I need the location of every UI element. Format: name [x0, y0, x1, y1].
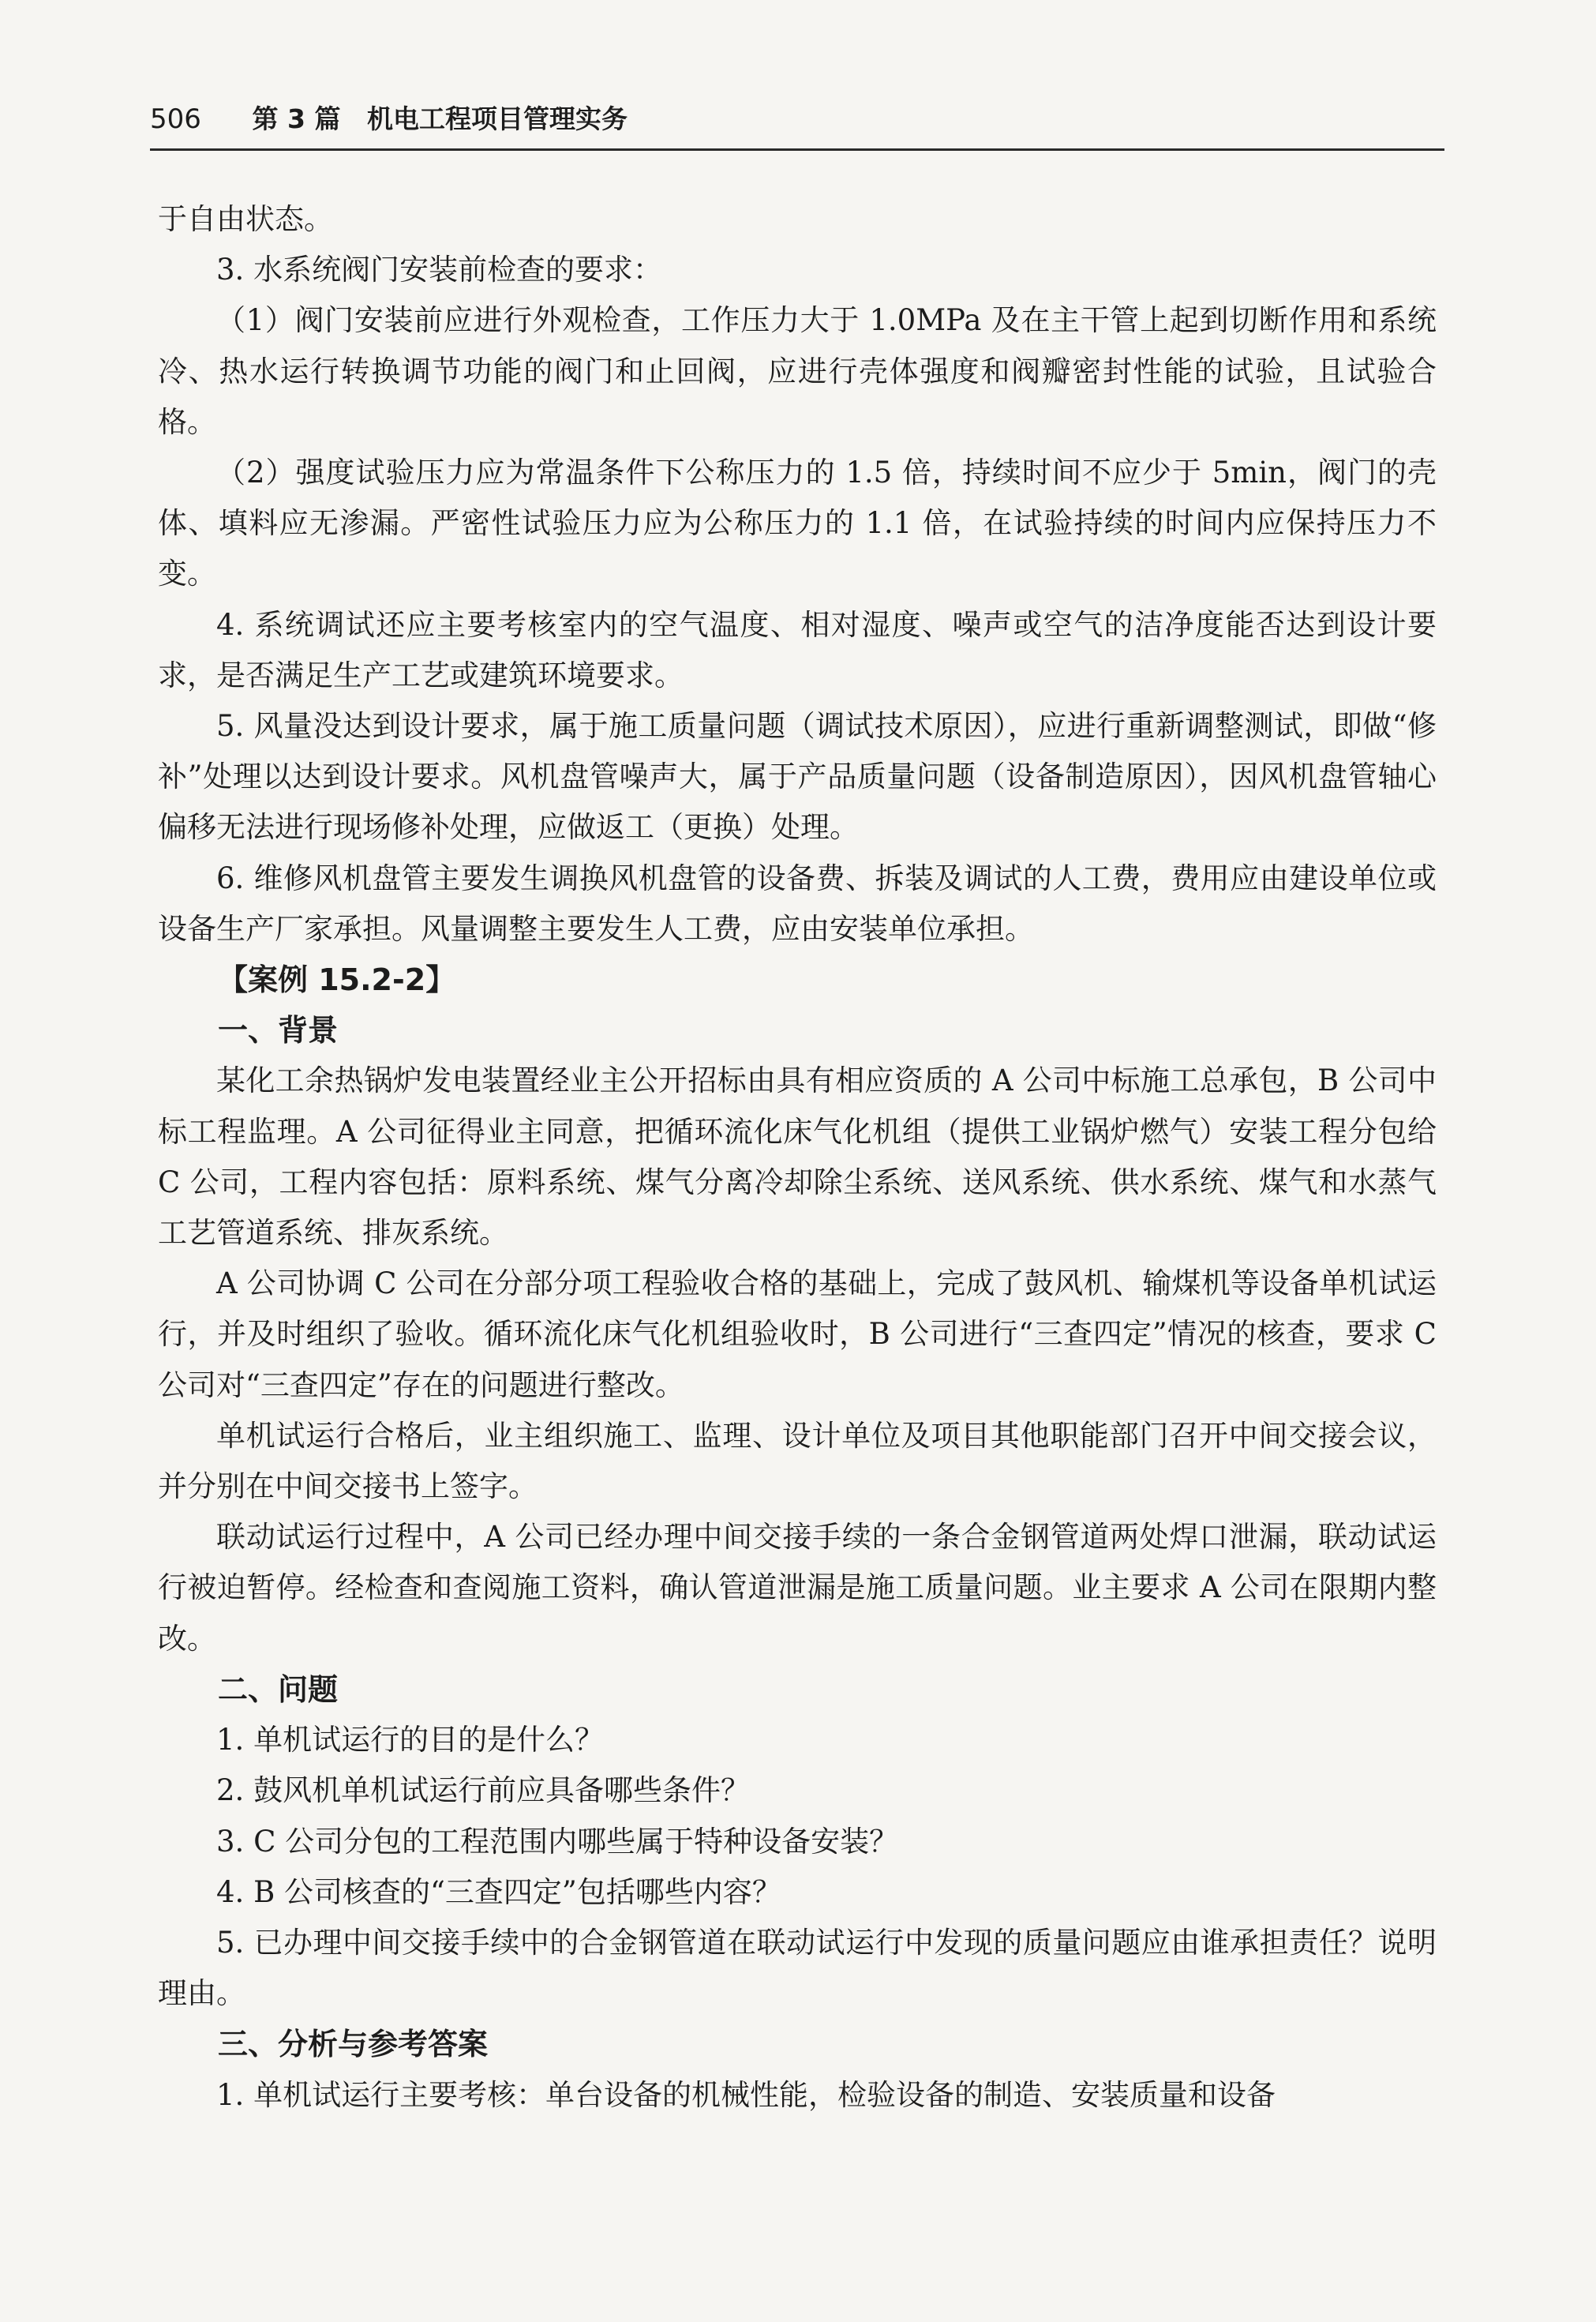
- background-paragraph-4: 联动试运行过程中，A 公司已经办理中间交接手续的一条合金钢管道两处焊口泄漏，联动试运行被迫暂停。经检查和查阅施工资料，确认管道泄漏是施工质量问题。业主要求 A 公司在限期内整改。: [158, 1520, 1437, 1656]
- answer-1: 1. 单机试运行主要考核：单台设备的机械性能，检验设备的制造、安装质量和设备: [216, 2077, 1276, 2112]
- question-5: 5. 已办理中间交接手续中的合金钢管道在联动试运行中发现的质量问题应由谁承担责任？说明理由。: [158, 1925, 1437, 2011]
- chapter-title: 机电工程项目管理实务: [366, 103, 628, 134]
- paragraph-item-3: 3. 水系统阀门安装前检查的要求：: [216, 253, 663, 287]
- question-2: 2. 鼓风机单机试运行前应具备哪些条件？: [216, 1773, 751, 1808]
- question-1: 1. 单机试运行的目的是什么？: [216, 1723, 605, 1757]
- page-header: [150, 99, 1444, 151]
- question-3: 3. C 公司分包的工程范围内哪些属于特种设备安装？: [216, 1824, 899, 1859]
- background-paragraph-2: A 公司协调 C 公司在分部分项工程验收合格的基础上，完成了鼓风机、输煤机等设备单机试运行，并及时组织了验收。循环流化床气化机组验收时，B 公司进行“三查四定”情况的核查，要求 C 公司对“三查四定”存在的问题进行整改。: [158, 1266, 1437, 1402]
- paragraph-item-5: 5. 风量没达到设计要求，属于施工质量问题（调试技术原因），应进行重新调整测试，即做“修补”处理以达到设计要求。风机盘管噪声大，属于产品质量问题（设备制造原因），因风机盘管轴心偏移无法进行现场修补处理，应做返工（更换）处理。: [158, 709, 1437, 845]
- background-paragraph-3: 单机试运行合格后，业主组织施工、监理、设计单位及项目其他职能部门召开中间交接会议，并分别在中间交接书上签字。: [158, 1418, 1437, 1504]
- background-paragraph-1: 某化工余热锅炉发电装置经业主公开招标由具有相应资质的 A 公司中标施工总承包，B 公司中标工程监理。A 公司征得业主同意，把循环流化床气化机组（提供工业锅炉燃气）安装工程分包给 C 公司，工程内容包括：原料系统、煤气分离冷却除尘系统、送风系统、供水系统、煤气和水蒸气工艺管道系统、排灰系统。: [158, 1063, 1437, 1251]
- paragraph-item-4: 4. 系统调试还应主要考核室内的空气温度、相对湿度、噪声或空气的洁净度能否达到设计要求，是否满足生产工艺或建筑环境要求。: [158, 607, 1437, 692]
- part-label: 第 3 篇: [252, 103, 341, 134]
- paragraph-item-6: 6. 维修风机盘管主要发生调换风机盘管的设备费、拆装及调试的人工费，费用应由建设单位或设备生产厂家承担。风量调整主要发生人工费，应由安装单位承担。: [158, 861, 1437, 946]
- page-number: 506: [150, 103, 201, 135]
- section-heading-background: 一、背景: [218, 1013, 339, 1048]
- paragraph-item-3-2: （2）强度试验压力应为常温条件下公称压力的 1.5 倍，持续时间不应少于 5min，阀门的壳体、填料应无渗漏。严密性试验压力应为公称压力的 1.1 倍，在试验持续的时间内应保持压力不变。: [158, 456, 1437, 591]
- paragraph-continuation: 于自由状态。: [158, 202, 333, 236]
- question-4: 4. B 公司核查的“三查四定”包括哪些内容？: [216, 1874, 781, 1909]
- case-title: 【案例 15.2-2】: [218, 962, 456, 998]
- paragraph-item-3-1: （1）阀门安装前应进行外观检查，工作压力大于 1.0MPa 及在主干管上起到切断作用和系统冷、热水运行转换调节功能的阀门和止回阀，应进行壳体强度和阀瓣密封性能的试验，且试验合格。: [158, 303, 1437, 439]
- section-heading-answers: 三、分析与参考答案: [218, 2027, 489, 2062]
- page-body: [158, 194, 1437, 2121]
- section-heading-questions: 二、问题: [218, 1671, 339, 1707]
